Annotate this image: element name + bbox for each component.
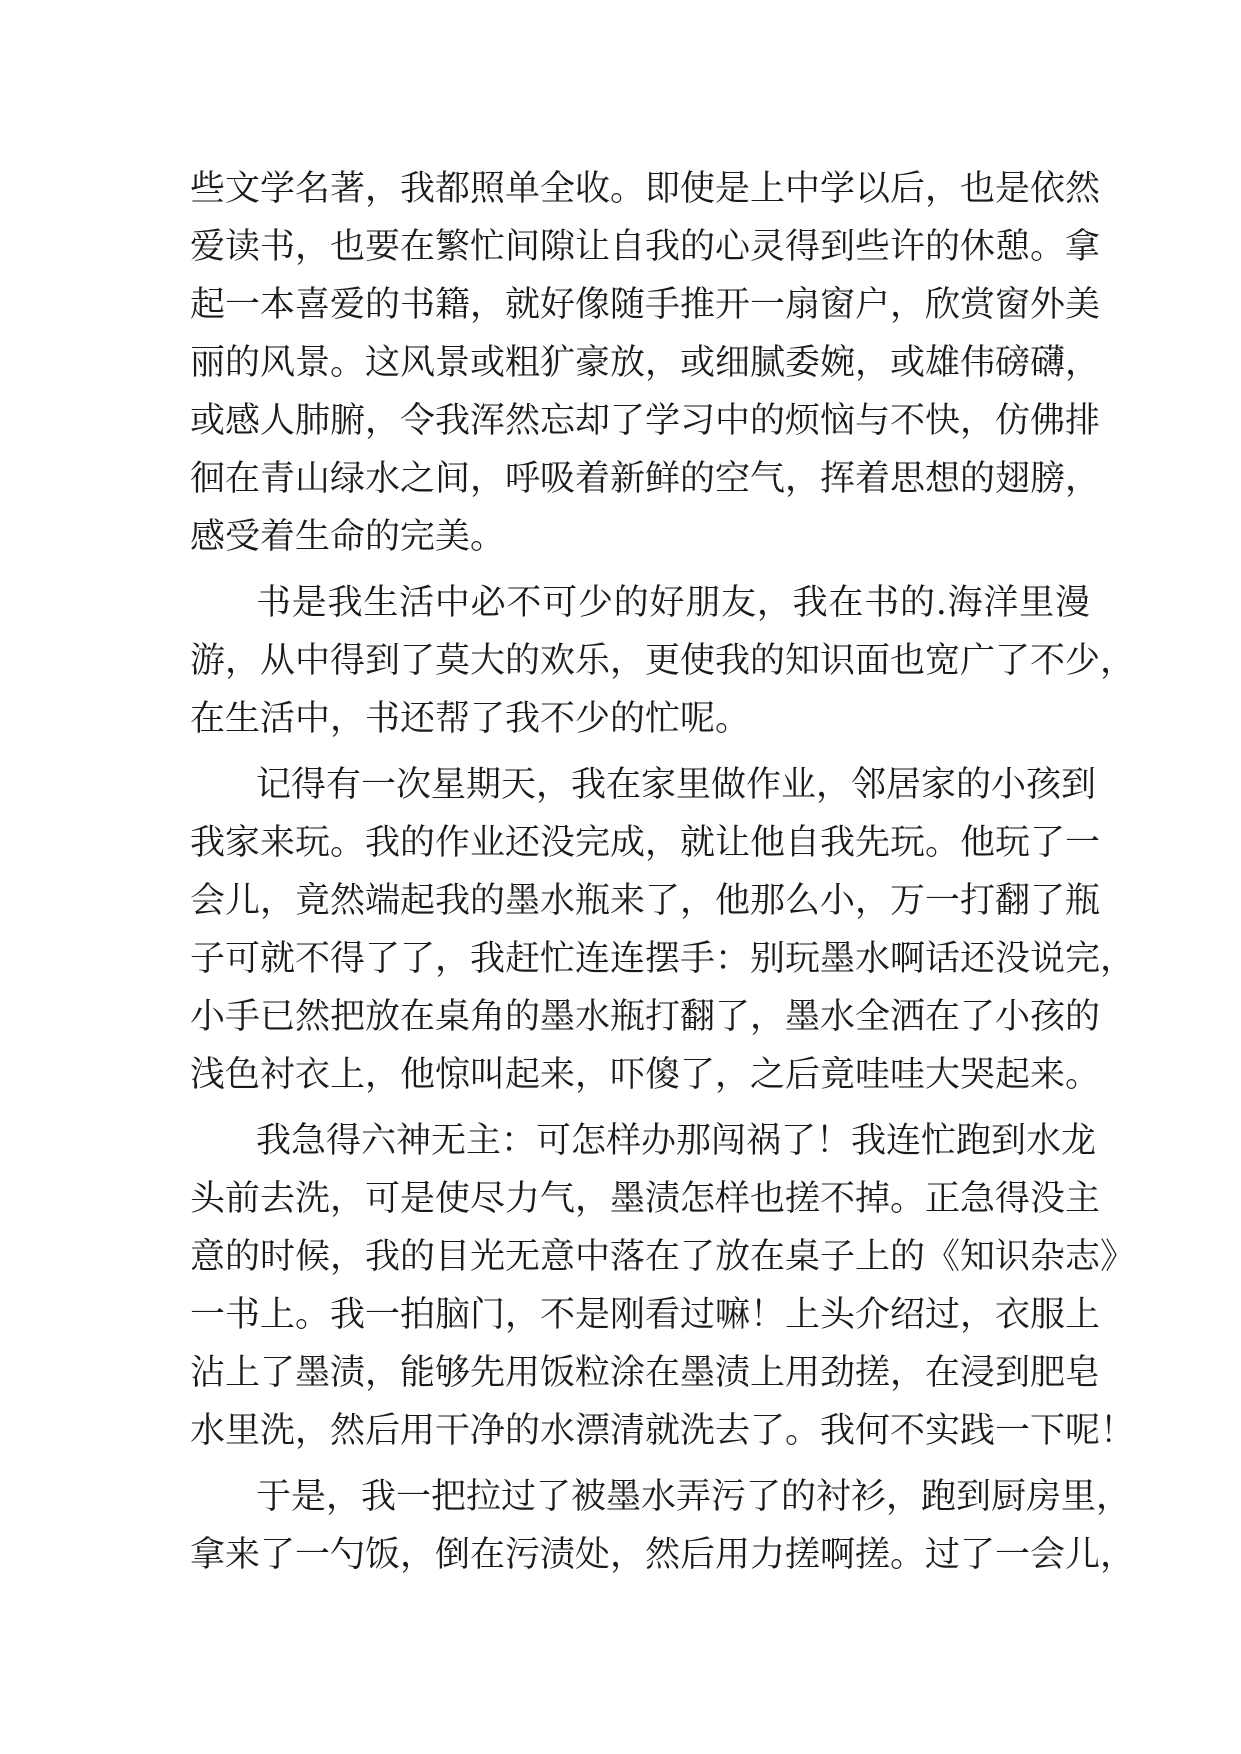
text-line: 爱读书，也要在繁忙间隙让自我的心灵得到些许的休憩。拿 [190,227,1101,267]
text-line: 我急得六神无主：可怎样办那闯祸了！我连忙跑到水龙 [256,1121,1097,1161]
text-line: 记得有一次星期天，我在家里做作业，邻居家的小孩到 [256,765,1097,805]
paragraph-2 [190,574,1136,748]
text-line: 于是，我一把拉过了被墨水弄污了的衬衫，跑到厨房里， [256,1477,1132,1517]
text-line: 丽的风景。这风景或粗犷豪放，或细腻委婉，或雄伟磅礴， [190,343,1101,383]
text-line: 意的时候，我的目光无意中落在了放在桌子上的《知识杂志》 [190,1237,1136,1277]
paragraph-3 [190,756,1136,1104]
text-line: 拿来了一勺饭，倒在污渍处，然后用力搓啊搓。过了一会儿， [190,1535,1136,1575]
text-line: 小手已然把放在桌角的墨水瓶打翻了，墨水全洒在了小孩的 [190,997,1101,1037]
text-line: 游，从中得到了莫大的欢乐，更使我的知识面也宽广了不少， [190,641,1136,681]
text-line: 一书上。我一拍脑门，不是刚看过嘛！上头介绍过，衣服上 [190,1295,1101,1335]
text-line: 些文学名著，我都照单全收。即使是上中学以后，也是依然 [190,169,1101,209]
paragraph-5 [190,1468,1136,1584]
text-line: 子可就不得了了，我赶忙连连摆手：别玩墨水啊话还没说完， [190,939,1136,979]
text-line: 书是我生活中必不可少的好朋友，我在书的.海洋里漫 [256,583,1090,623]
paragraph-1 [190,160,1101,566]
text-line: 水里洗，然后用干净的水漂清就洗去了。我何不实践一下呢！ [190,1411,1136,1451]
body-text [190,160,1136,1584]
text-line: 我家来玩。我的作业还没完成，就让他自我先玩。他玩了一 [190,823,1101,863]
text-line: 徊在青山绿水之间，呼吸着新鲜的空气，挥着思想的翅膀， [190,459,1101,499]
text-line: 头前去洗，可是使尽力气，墨渍怎样也搓不掉。正急得没主 [190,1179,1101,1219]
text-line: 起一本喜爱的书籍，就好像随手推开一扇窗户，欣赏窗外美 [190,285,1101,325]
text-line: 浅色衬衣上，他惊叫起来，吓傻了，之后竟哇哇大哭起来。 [190,1055,1101,1095]
text-line: 在生活中，书还帮了我不少的忙呢。 [190,699,751,739]
text-line: 会儿，竟然端起我的墨水瓶来了，他那么小，万一打翻了瓶 [190,881,1101,921]
paragraph-4 [190,1112,1136,1460]
text-line: 沾上了墨渍，能够先用饭粒涂在墨渍上用劲搓，在浸到肥皂 [190,1353,1101,1393]
text-line: 或感人肺腑，令我浑然忘却了学习中的烦恼与不快，仿佛排 [190,401,1101,441]
text-line: 感受着生命的完美。 [190,517,506,557]
